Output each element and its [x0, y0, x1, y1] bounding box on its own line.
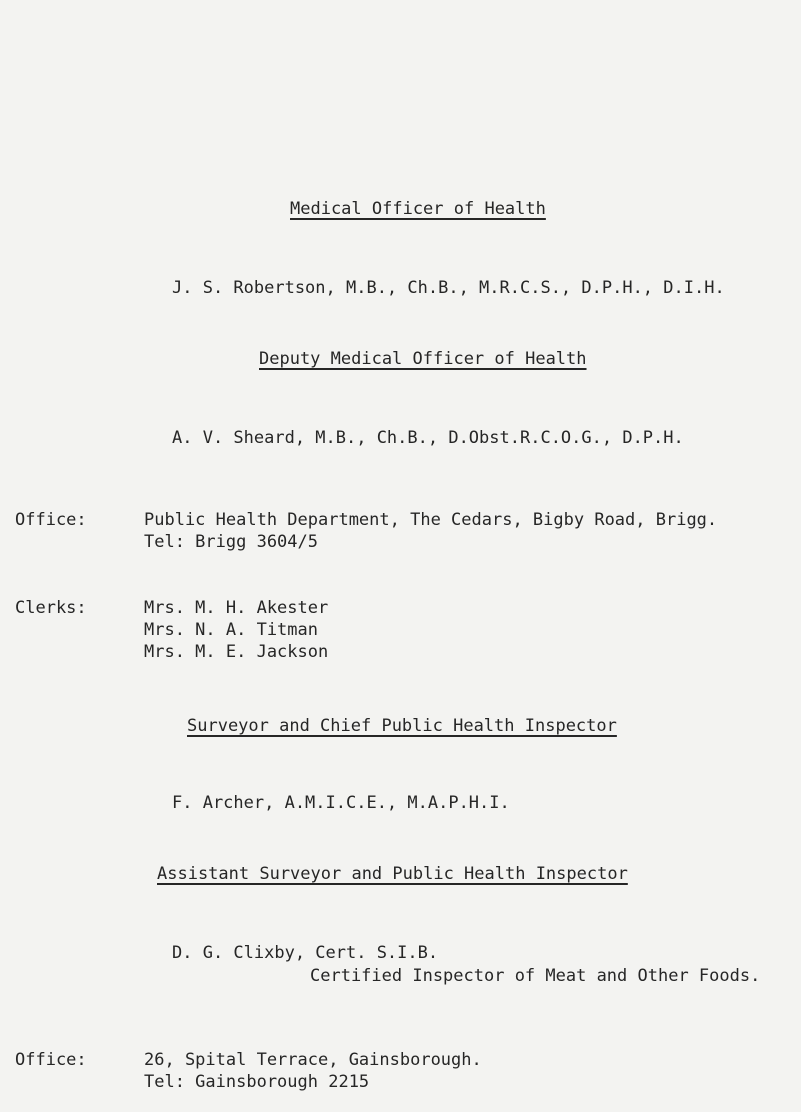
office-address: 26, Spital Terrace, Gainsborough.: [144, 1050, 482, 1070]
moh-heading: Medical Officer of Health: [290, 199, 546, 219]
assistant-certification: Certified Inspector of Meat and Other Foods.: [310, 966, 761, 986]
assistant-name: D. G. Clixby, Cert. S.I.B.: [172, 943, 439, 963]
assistant-heading: Assistant Surveyor and Public Health Inspector: [157, 864, 628, 884]
surveyor-name: F. Archer, A.M.I.C.E., M.A.P.H.I.: [172, 793, 510, 813]
office-label: Office:: [15, 1050, 87, 1070]
office-address: Public Health Department, The Cedars, Bigby Road, Brigg.: [144, 510, 718, 530]
clerk-name: Mrs. M. E. Jackson: [144, 642, 329, 662]
deputy-heading: Deputy Medical Officer of Health: [259, 349, 587, 369]
moh-name: J. S. Robertson, M.B., Ch.B., M.R.C.S., D.P.H., D.I.H.: [172, 278, 725, 298]
office-tel: Tel: Brigg 3604/5: [144, 532, 318, 552]
surveyor-heading: Surveyor and Chief Public Health Inspector: [187, 716, 617, 736]
clerk-name: Mrs. M. H. Akester: [144, 598, 329, 618]
deputy-name: A. V. Sheard, M.B., Ch.B., D.Obst.R.C.O.G., D.P.H.: [172, 428, 684, 448]
clerks-label: Clerks:: [15, 598, 87, 618]
office-tel: Tel: Gainsborough 2215: [144, 1072, 370, 1092]
office-label: Office:: [15, 510, 87, 530]
clerk-name: Mrs. N. A. Titman: [144, 620, 318, 640]
